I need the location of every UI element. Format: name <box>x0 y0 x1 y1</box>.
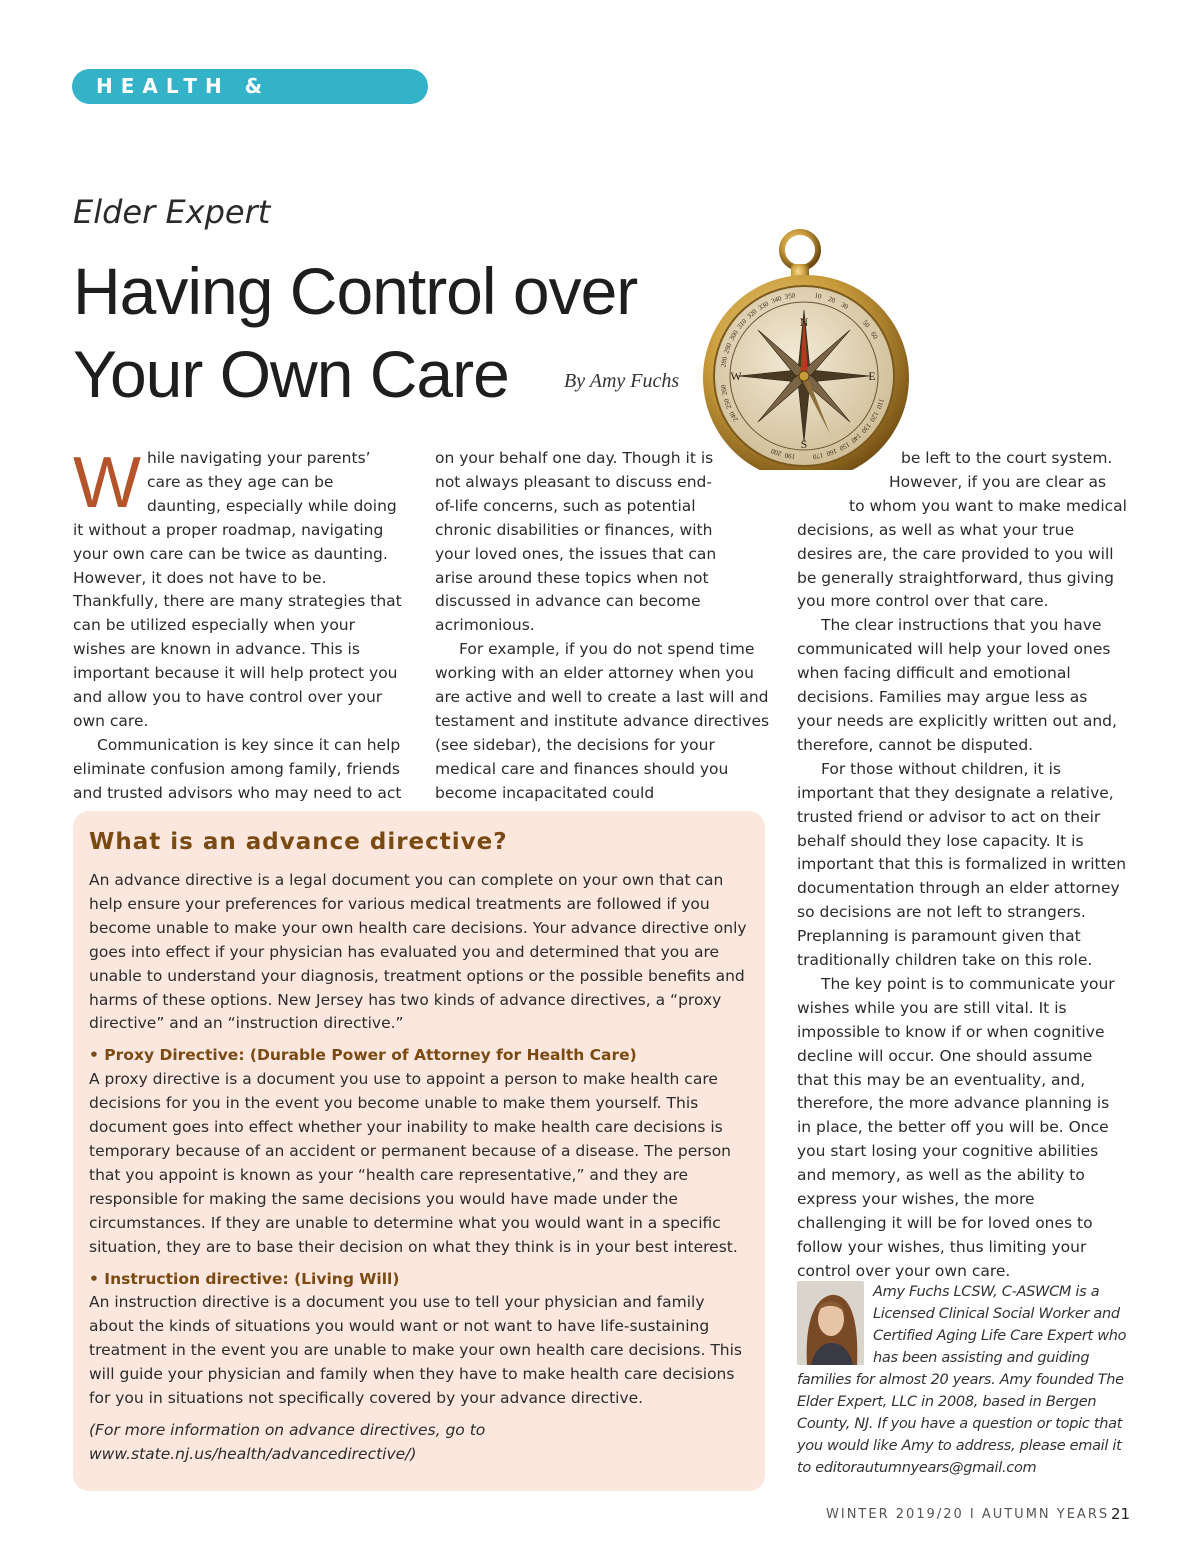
advance-directive-sidebar <box>73 811 765 1491</box>
compass-degree-label: 30 <box>839 300 850 312</box>
compass-degree-label: 50 <box>860 318 872 330</box>
compass-illustration <box>700 218 912 470</box>
issue-footer: WINTER 2019/20 I AUTUMN YEARS <box>826 1507 1110 1522</box>
author-bio-text: Amy Fuchs LCSW, C-ASWCM is a Licensed Clinical Social Worker and Certified Aging Life Care Expert who has been assisting and guiding families for almost 20 years. Amy founded The Elder Expert, LLC in 2008, based in Bergen County, NJ. If you have a question or topic that you would like Amy to address, please email it to editorautumnyears@gmail.com <box>797 1284 1127 1476</box>
column-kicker: Elder Expert <box>73 193 271 231</box>
compass-degree-label: 170 <box>812 450 824 461</box>
byline: By Amy Fuchs <box>564 370 680 392</box>
compass-degree-label: 140 <box>849 431 863 445</box>
compass-degree-label: 200 <box>770 446 783 458</box>
sidebar-more-info: (For more information on advance directives, go to www.state.nj.us/health/advancedirective/) <box>89 1420 486 1463</box>
compass-west: W <box>730 369 742 383</box>
proxy-directive-heading: • Proxy Directive: (Durable Power of Attorney for Health Care) <box>89 1046 637 1065</box>
compass-degree-label: 160 <box>825 446 838 458</box>
author-bio <box>797 1281 1131 1479</box>
compass-degree-label: 320 <box>745 307 759 321</box>
article-paragraph: While navigating your parents’ care as they age can be daunting, especially while doing it without a proper roadmap, navigating your own care can be twice as daunting. However, it does not have to be. Thankfully, there are many strategies that can be utilized especially when your wishes are known in advance. This is important because it will help protect you and allow you to have control over your own care. <box>73 443 402 730</box>
compass-degree-label: 250 <box>722 397 734 410</box>
headline-line-2: Your Own Care <box>73 337 509 411</box>
compass-degree-label: 350 <box>784 291 796 302</box>
sidebar-title: What is an advance directive? <box>89 829 508 855</box>
article-column-3 <box>797 447 1127 1284</box>
compass-degree-label: 60 <box>868 330 880 341</box>
article-column-1 <box>73 443 408 806</box>
headline-line-1: Having Control over <box>73 254 638 328</box>
proxy-directive-text: A proxy directive is a document you use to appoint a person to make health care decisions for you in the event you become unable to make them yourself. This document goes into effect whether your inability to make health care decisions is temporary because of an accident or permanent because of a disease. The person that you appoint is known as your “health care representative,” and they are responsible for making the same decisions you would have made under the circumstances. If they are unable to determine what you would want in a specific situation, they are to base their decision on what they think is in your best interest. <box>89 1070 738 1256</box>
instruction-directive-text: An instruction directive is a document you use to tell your physician and family about the kinds of situations you would want or not want to have life-sustaining treatment in the event you are unable to make your own health care decisions. This will guide your physician and family when they have to make health care decisions for you in situations not specifically covered by your advance directive. <box>89 1293 742 1408</box>
compass-degree-label: 120 <box>868 409 881 424</box>
article-paragraph: For example, if you do not spend time working with an elder attorney when you are active and well to create a last will and testament and institute advance directives (see sidebar), the decisions for your medical care and finances should you become incapacitated could <box>435 640 770 802</box>
compass-degree-label: 290 <box>722 342 734 355</box>
drop-cap: W <box>73 443 141 523</box>
compass-degree-label: 110 <box>874 397 886 410</box>
article-paragraph: The clear instructions that you have communicated will help your loved ones when facing difficult and emotional decisions. Families may argue less as your needs are explicitly written out and, therefore, cannot be disputed. <box>797 616 1117 754</box>
compass-north: N <box>799 315 809 329</box>
compass-degree-label: 340 <box>770 294 783 306</box>
article-paragraph: The key point is to communicate your wishes while you are still vital. It is impossible to know if or when cognitive decline will occur. One should assume that this may be an eventuality, and, therefore, the more advance planning is in place, the better off you will be. Once you start losing your cognitive abilities and memory, as well as the ability to express your wishes, the more challenging it will be for loved ones to follow your wishes, thus limiting your control over your own care. <box>797 974 1115 1280</box>
compass-degree-label: 240 <box>727 409 740 424</box>
compass-degree-label: 300 <box>727 328 740 343</box>
article-paragraph: be left to the court system. However, if you are clear as to whom you want to make medical decisions, as well as what your true desires are, the care provided to you will be generally straightforward, thus giving you more control over that care. <box>797 449 1127 611</box>
compass-degree-label: 260 <box>719 384 730 396</box>
instruction-directive-heading: • Instruction directive: (Living Will) <box>89 1269 400 1288</box>
page-number: 21 <box>1111 1505 1131 1523</box>
sidebar-intro: An advance directive is a legal document you can complete on your own that can help ensure your preferences for various medical treatments are followed if you become unable to make your own health care decisions. Your advance directive only goes into effect if your physician has evaluated you and determined that you are unable to understand your diagnosis, treatment options or the possible benefits and harms of these options. New Jersey has two kinds of advance directives, a “proxy directive” and an “instruction directive.” <box>89 871 747 1033</box>
compass-degree-label: 190 <box>784 450 796 461</box>
author-photo <box>797 1281 864 1365</box>
compass-degree-label: 150 <box>837 440 852 453</box>
compass-degree-label: 280 <box>719 356 730 368</box>
compass-degree-label: 310 <box>735 317 749 331</box>
article-column-2 <box>435 447 770 806</box>
compass-degree-label: 130 <box>859 421 873 435</box>
compass-degree-label: 330 <box>756 299 771 312</box>
article-headline <box>73 250 637 416</box>
compass-south: S <box>800 437 808 451</box>
compass-east: E <box>868 369 876 383</box>
compass-degree-label: 20 <box>827 294 837 305</box>
compass-degree-label: 10 <box>813 291 823 301</box>
article-paragraph: Communication is key since it can help eliminate confusion among family, friends and trusted advisors who may need to act <box>73 735 402 802</box>
section-tag: HEALTH & WELFARE <box>72 69 428 104</box>
article-paragraph: on your behalf one day. Though it is not always pleasant to discuss end-of-life concerns, such as potential chronic disabilities or finances, with your loved ones, the issues that can arise around these topics when not discussed in advance can become acrimonious. <box>435 449 717 635</box>
article-paragraph: For those without children, it is important that they designate a relative, trusted friend or advisor to act on their behalf should they lose capacity. It is important that this is formalized in written documentation through an elder attorney so decisions are not left to strangers. Preplanning is paramount given that traditionally children take on this role. <box>797 759 1127 970</box>
